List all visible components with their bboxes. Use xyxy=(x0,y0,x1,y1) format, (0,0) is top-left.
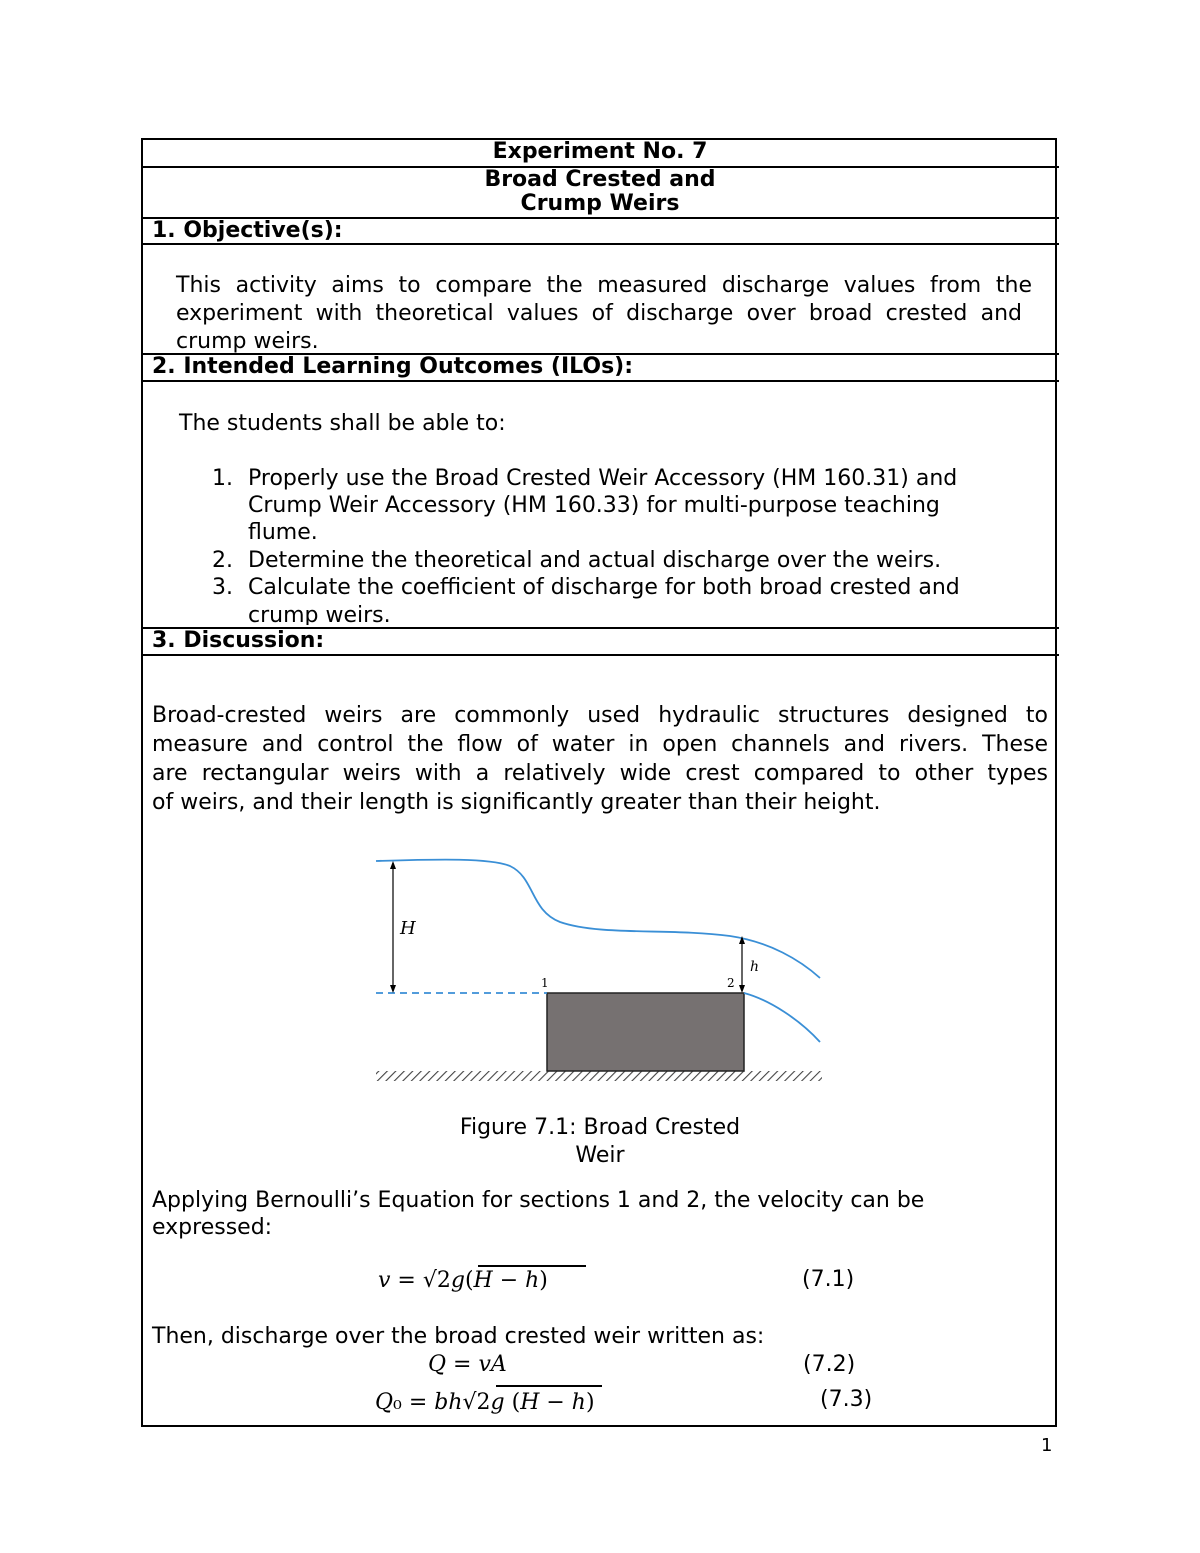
equation-number-7-2: (7.2) xyxy=(803,1352,856,1377)
objectives-heading: 1. Objective(s): xyxy=(152,218,343,243)
objectives-line-1: This activity aims to compare the measured discharge values from the xyxy=(176,273,1032,298)
row-divider xyxy=(141,654,1059,656)
arrowhead xyxy=(739,985,745,993)
equation-number-7-1: (7.1) xyxy=(802,1267,855,1292)
radical-bar xyxy=(478,1265,586,1267)
weir-block xyxy=(547,993,744,1071)
arrowhead xyxy=(390,985,396,993)
ilo-item-1-line-3: flume. xyxy=(248,520,318,545)
experiment-number: Experiment No. 7 xyxy=(492,139,708,164)
discussion-line-2: measure and control the flow of water in open channels and rivers. These xyxy=(152,732,1048,757)
ilos-intro: The students shall be able to: xyxy=(179,411,506,436)
discussion-line-1: Broad-crested weirs are commonly used hydraulic structures designed to xyxy=(152,703,1048,728)
discussion-line-4: of weirs, and their length is significantly greater than their height. xyxy=(152,790,881,815)
ilos-heading: 2. Intended Learning Outcomes (ILOs): xyxy=(152,354,634,379)
ilo-item-2-line-1: Determine the theoretical and actual discharge over the weirs. xyxy=(248,548,942,573)
arrowhead xyxy=(390,861,396,869)
discussion-heading: 3. Discussion: xyxy=(152,628,325,653)
ilo-number: 1. xyxy=(212,466,233,491)
equation-7-3: 𝑄₀ = 𝑏ℎ√2𝑔 (𝐻 − ℎ) xyxy=(375,1390,595,1415)
equation-number-7-3: (7.3) xyxy=(820,1387,873,1412)
row-divider xyxy=(141,243,1059,245)
label-section-2: 2 xyxy=(727,976,735,990)
figure-caption-line-2: Weir xyxy=(575,1143,625,1168)
then-line: Then, discharge over the broad crested weir written as: xyxy=(152,1324,765,1349)
ilo-number: 2. xyxy=(212,548,233,573)
broad-crested-weir-figure xyxy=(370,850,830,1085)
ilo-item-1-line-2: Crump Weir Accessory (HM 160.33) for multi-purpose teaching xyxy=(248,493,940,518)
equation-7-1: 𝑣 = √2𝑔(𝐻 − ℎ) xyxy=(378,1268,548,1293)
label-H: H xyxy=(400,918,416,939)
ilo-item-3-line-2: crump weirs. xyxy=(248,603,391,625)
title-line-1: Broad Crested and xyxy=(484,167,716,192)
bernoulli-line-2: expressed: xyxy=(152,1215,273,1240)
discussion-line-3: are rectangular weirs with a relatively wide crest compared to other types xyxy=(152,761,1048,786)
title-line-2: Crump Weirs xyxy=(520,191,680,216)
lower-nappe xyxy=(744,993,820,1042)
row-divider xyxy=(141,380,1059,382)
ilo-item-3-line-1: Calculate the coefficient of discharge for both broad crested and xyxy=(248,575,960,600)
label-h: h xyxy=(750,959,760,975)
equation-7-2: 𝑄 = 𝑣𝐴 xyxy=(428,1352,507,1377)
objectives-line-2: experiment with theoretical values of discharge over broad crested and xyxy=(176,301,1022,326)
bernoulli-line-1: Applying Bernoulli’s Equation for sections 1 and 2, the velocity can be xyxy=(152,1188,925,1213)
ilo-number: 3. xyxy=(212,575,233,600)
label-section-1: 1 xyxy=(541,976,549,990)
channel-bed xyxy=(376,1071,822,1081)
page-number: 1 xyxy=(1041,1435,1053,1456)
objectives-line-3: crump weirs. xyxy=(176,329,319,354)
radical-bar xyxy=(496,1385,602,1387)
figure-caption-line-1: Figure 7.1: Broad Crested xyxy=(459,1115,741,1140)
ilo-item-1-line-1: Properly use the Broad Crested Weir Accessory (HM 160.31) and xyxy=(248,466,958,491)
